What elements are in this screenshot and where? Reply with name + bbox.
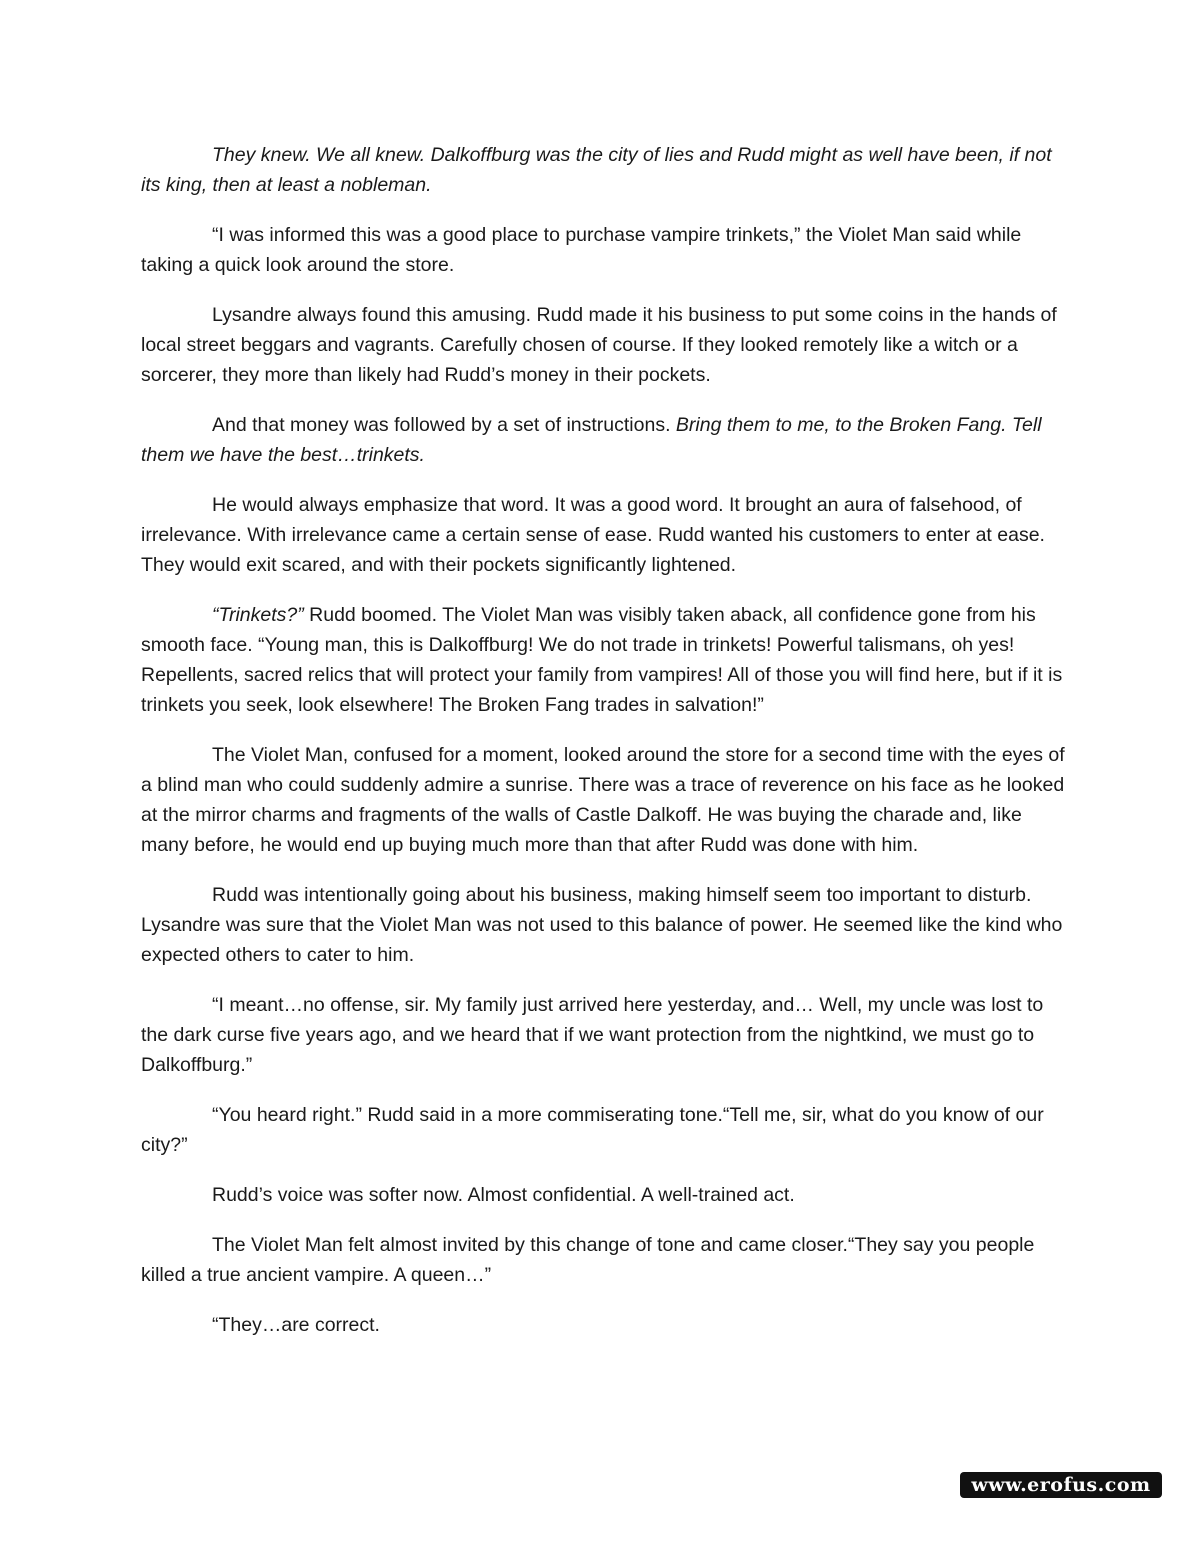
paragraph bbox=[141, 300, 1066, 390]
body-text: “You heard right.” Rudd said in a more commiserating tone.“Tell me, sir, what do you know of our city?” bbox=[141, 1104, 1044, 1156]
paragraph bbox=[141, 1100, 1066, 1160]
body-text: Lysandre always found this amusing. Rudd made it his business to put some coins in the hands of local street beggars and vagrants. Carefully chosen of course. If they looked remotely like a witch or a sorcerer, they more than likely had Rudd’s money in their pockets. bbox=[141, 304, 1057, 386]
body-text: He would always emphasize that word. It was a good word. It brought an aura of falsehood, of irrelevance. With irrelevance came a certain sense of ease. Rudd wanted his customers to enter at ease. They would exit scared, and with their pockets significantly lightened. bbox=[141, 494, 1045, 576]
watermark-text: www.erofus.com bbox=[971, 1474, 1151, 1496]
body-text: “I meant…no offense, sir. My family just arrived here yesterday, and… Well, my uncle was lost to the dark curse five years ago, and we heard that if we want protection from the nightkind, we must go to Dalkoffburg.” bbox=[141, 994, 1044, 1076]
paragraph bbox=[141, 1180, 1066, 1210]
paragraph bbox=[141, 740, 1066, 860]
paragraph bbox=[141, 140, 1066, 200]
body-text: “They…are correct. bbox=[212, 1314, 380, 1336]
italic-text: They knew. We all knew. Dalkoffburg was the city of lies and Rudd might as well have been, if not its king, then at least a nobleman. bbox=[141, 144, 1052, 196]
body-text: Rudd was intentionally going about his business, making himself seem too important to disturb. Lysandre was sure that the Violet Man was not used to this balance of power. He seemed like the kind who expected others to cater to him. bbox=[141, 884, 1063, 966]
paragraph bbox=[141, 990, 1066, 1080]
body-text: The Violet Man felt almost invited by this change of tone and came closer.“They say you people killed a true ancient vampire. A queen…” bbox=[141, 1234, 1035, 1286]
paragraph bbox=[141, 1310, 1066, 1340]
paragraph bbox=[141, 220, 1066, 280]
paragraph bbox=[141, 410, 1066, 470]
body-text: Rudd boomed. The Violet Man was visibly taken aback, all confidence gone from his smooth face. “Young man, this is Dalkoffburg! We do not trade in trinkets! Powerful talismans, oh yes! Repellents, sacred relics that will protect your family from vampires! All of those you will find here, but if it is trinkets you seek, look elsewhere! The Broken Fang trades in salvation!” bbox=[141, 604, 1063, 716]
paragraph bbox=[141, 880, 1066, 970]
paragraph bbox=[141, 600, 1066, 720]
italic-text: “Trinkets?” bbox=[212, 604, 304, 626]
paragraph bbox=[141, 490, 1066, 580]
document-page bbox=[141, 140, 1066, 1360]
body-text: And that money was followed by a set of instructions. bbox=[212, 414, 676, 436]
italic-text: Bring them to me, to the Broken Fang. Tell them we have the best…trinkets. bbox=[141, 414, 1042, 466]
body-text: The Violet Man, confused for a moment, looked around the store for a second time with the eyes of a blind man who could suddenly admire a sunrise. There was a trace of reverence on his face as he looked at the mirror charms and fragments of the walls of Castle Dalkoff. He was buying the charade and, like many before, he would end up buying much more than that after Rudd was done with him. bbox=[141, 744, 1065, 856]
paragraph bbox=[141, 1230, 1066, 1290]
watermark-badge bbox=[960, 1472, 1162, 1498]
body-text: Rudd’s voice was softer now. Almost confidential. A well-trained act. bbox=[212, 1184, 795, 1206]
body-text: “I was informed this was a good place to purchase vampire trinkets,” the Violet Man said while taking a quick look around the store. bbox=[141, 224, 1022, 276]
